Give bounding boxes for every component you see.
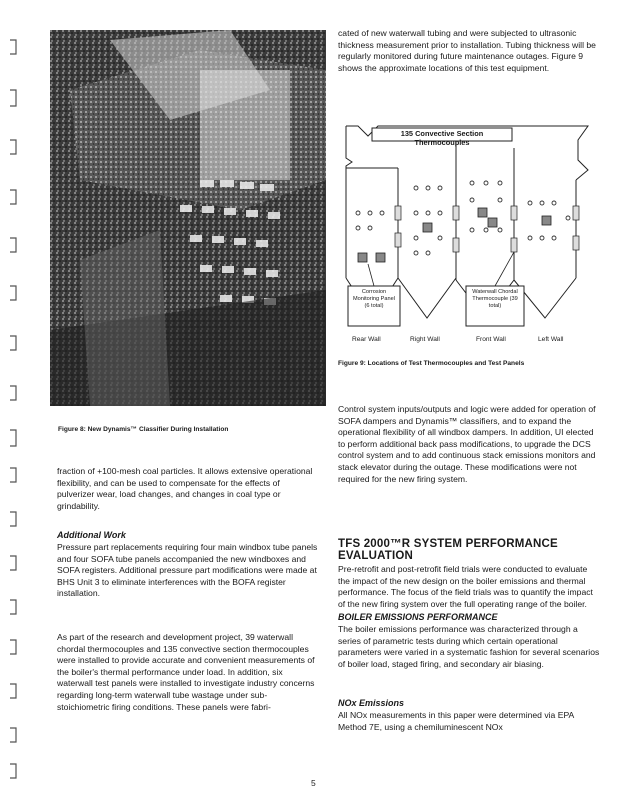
wall-label-rear: Rear Wall	[352, 336, 381, 343]
right-para-nox: All NOx measurements in this paper were determined via EPA Method 7E, using a chemiluminescent NOx	[338, 710, 574, 732]
heading-additional-work: Additional Work	[57, 530, 126, 540]
figure9-diagram	[338, 118, 596, 350]
figure8-caption: Figure 8: New Dynamis™ Classifier During Installation	[58, 426, 229, 433]
wall-label-front: Front Wall	[476, 336, 506, 343]
left-para-pressure-parts: Pressure part replacements requiring four main windbox tube panels and four SOFA tube panels accompanied the new windboxes and SOFA registers. Additional pressure part modifications were made at BHS Unit 3 to eliminate interferences with the BOFA register installation.	[57, 542, 318, 599]
left-para-thermocouples: As part of the research and development project, 39 waterwall chordal thermocouples and 135 convective section thermocouples were installed to provide accurate and convenient measurements of the boiler's thermal performance under load. In addition, six waterwall test panels were installed to investigate industry concerns regarding long-term waterwall tube wastage under sub-stoichiometric firing conditions. These panels were fabri-	[57, 632, 315, 712]
figure9-title: 135 Convective Section Thermocouples	[400, 129, 484, 147]
heading-boiler-emissions: BOILER EMISSIONS PERFORMANCE	[338, 612, 498, 622]
figure9-caption: Figure 9: Locations of Test Thermocouples and Test Panels	[338, 360, 525, 367]
classifier-photo-graphic	[50, 30, 326, 406]
figure8-photo	[50, 30, 326, 406]
heading-tfs-performance: TFS 2000™R SYSTEM PERFORMANCE EVALUATION	[338, 538, 558, 562]
corrosion-panel-label: Corrosion Monitoring Panel (6 total)	[353, 289, 395, 309]
left-para-classifier: fraction of +100-mesh coal particles. It allows extensive operational flexibility, and can be used to compensate for the effects of pulverizer wear, load changes, and changes in coal type or grindability.	[57, 466, 313, 511]
right-para-boiler-emissions: The boiler emissions performance was characterized through a series of parametric tests during which certain operational parameters were varied in a systematic fashion for several scenarios of boiler load, staged firing, and secondary air biasing.	[338, 624, 600, 669]
binding-margin	[0, 0, 30, 800]
thermocouple-markers	[356, 181, 570, 255]
binding-marks	[0, 0, 30, 800]
right-para-control-system: Control system inputs/outputs and logic were added for operation of SOFA dampers and Dynamis™ classifiers, and to expand the operational flexibility of all windbox dampers. In addition, UI elected to perform additional back pass modifications, to upgrade the DCS control system and to add continuous stack emissions monitors and stack elevator during the outage. These modifications were not required for the new firing system.	[338, 404, 596, 484]
waterwall-thermocouple-label: Waterwall Chordal Thermocouple (39 total)	[472, 289, 518, 309]
right-para-tubing: cated of new waterwall tubing and were subjected to ultrasonic thickness measurement prior to installation. Tubing thickness will be regularly monitored during future maintenance outages. Figure 9 shows the approximate locations of this test equipment.	[338, 28, 596, 73]
page-number: 5	[311, 778, 316, 788]
heading-nox-emissions: NOx Emissions	[338, 698, 405, 708]
right-para-field-trials: Pre-retrofit and post-retrofit field trials were conducted to evaluate the impact of the new design on the boiler emissions and thermal performance. The focus of the field trials was to quantify the impact of the new firing system over the full operating range of the boiler.	[338, 564, 593, 609]
wall-label-left: Left Wall	[538, 336, 564, 343]
wall-label-right: Right Wall	[410, 336, 440, 343]
boiler-wall-diagram	[338, 118, 596, 350]
